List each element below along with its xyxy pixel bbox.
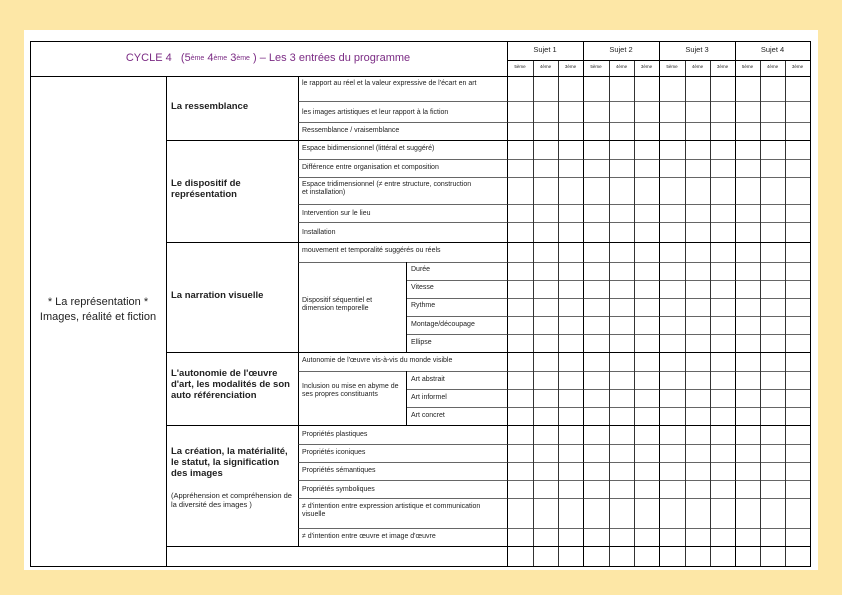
subitem-art-informel: Art informel bbox=[411, 394, 447, 401]
item-installation: Installation bbox=[302, 229, 336, 236]
level-4: 4 bbox=[207, 52, 214, 64]
item-ressemblance: Ressemblance / vraisemblance bbox=[302, 127, 400, 134]
item-espace-bi: Espace bidimensionnel (littéral et suggéré) bbox=[302, 145, 435, 152]
item-rapport-reel: le rapport au réel et la valeur expressive de l'écart en art bbox=[302, 80, 477, 87]
item-intention-oeuvre: ≠ d'intention entre œuvre et image d'œuvre bbox=[302, 533, 436, 540]
main-heading: * La représentation * Images, réalité et fiction bbox=[39, 296, 157, 324]
item-proprietes-semantiques: Propriétés sémantiques bbox=[302, 467, 376, 474]
subitem-vitesse: Vitesse bbox=[411, 284, 434, 291]
level-header-cell: 3ème bbox=[791, 64, 804, 69]
section-label-dispositif: Le dispositif de représentation bbox=[171, 178, 241, 200]
subject-2-header: Sujet 2 bbox=[609, 45, 633, 54]
level-header-cell: 5ème bbox=[590, 64, 602, 69]
section-label-ressemblance: La ressemblance bbox=[171, 101, 249, 112]
level-header-cell: 3ème bbox=[716, 64, 729, 69]
section-label-creation: La création, la matérialité, le statut, la signification des images bbox=[171, 446, 288, 479]
level-header-cell: 3ème bbox=[564, 64, 577, 69]
section-sublabel-creation: (Appréhension et compréhension de la diversité des images ) bbox=[171, 491, 292, 509]
subject-4-header: Sujet 4 bbox=[760, 45, 785, 54]
item-espace-tri: Espace tridimensionnel (≠ entre structure, construction et installation) bbox=[302, 181, 472, 197]
subitem-rythme: Rythme bbox=[411, 302, 436, 309]
section-label-narration: La narration visuelle bbox=[171, 290, 264, 301]
group-dispositif-sequentiel: Dispositif séquentiel et dimension temporelle bbox=[302, 297, 373, 313]
item-proprietes-symboliques: Propriétés symboliques bbox=[302, 486, 375, 493]
paren: ( bbox=[180, 52, 185, 64]
item-intervention: Intervention sur le lieu bbox=[302, 210, 371, 217]
group-inclusion: Inclusion ou mise en abyme de ses propres constituants bbox=[302, 383, 399, 399]
subitem-art-concret: Art concret bbox=[411, 412, 445, 419]
level-3-sup: ème bbox=[236, 54, 250, 62]
level-5: 5 bbox=[184, 52, 191, 64]
subitem-ellipse: Ellipse bbox=[411, 339, 432, 346]
item-proprietes-iconiques: Propriétés iconiques bbox=[302, 449, 366, 456]
section-label-autonomie: L'autonomie de l'œuvre d'art, les modalités de son auto référenciation bbox=[171, 368, 290, 401]
level-header-cell: 4ème bbox=[691, 64, 704, 69]
item-autonomie: Autonomie de l'œuvre vis-à-vis du monde visible bbox=[302, 357, 453, 364]
level-header-cell: 4ème bbox=[539, 64, 552, 69]
item-intention-expression: ≠ d'intention entre expression artistique et communication visuelle bbox=[302, 503, 481, 519]
subject-1-header: Sujet 1 bbox=[533, 45, 557, 54]
level-5-sup: ème bbox=[190, 54, 205, 62]
item-difference: Différence entre organisation et composition bbox=[302, 164, 439, 171]
level-4-sup: ème bbox=[213, 54, 228, 62]
item-mouvement: mouvement et temporalité suggérés ou réels bbox=[302, 247, 441, 254]
title-suffix: ) – Les 3 entrées du programme bbox=[253, 52, 411, 64]
level-header-cell: 3ème bbox=[640, 64, 653, 69]
level-header-cell: 5ème bbox=[666, 64, 678, 69]
level-3: 3 bbox=[230, 52, 237, 64]
item-proprietes-plastiques: Propriétés plastiques bbox=[302, 431, 368, 438]
subitem-montage: Montage/découpage bbox=[411, 321, 475, 328]
subitem-duree: Durée bbox=[411, 266, 431, 273]
item-images-fiction: les images artistiques et leur rapport à la fiction bbox=[302, 109, 449, 116]
level-header-cell: 4ème bbox=[615, 64, 628, 69]
cycle-label: CYCLE 4 bbox=[125, 52, 172, 64]
level-header-cell: 4ème bbox=[766, 64, 779, 69]
document-title bbox=[30, 41, 506, 75]
level-header-cell: 5ème bbox=[741, 64, 754, 69]
level-header-cell: 5ème bbox=[514, 64, 526, 69]
subitem-art-abstrait: Art abstrait bbox=[411, 376, 445, 383]
subject-3-header: Sujet 3 bbox=[685, 45, 709, 54]
